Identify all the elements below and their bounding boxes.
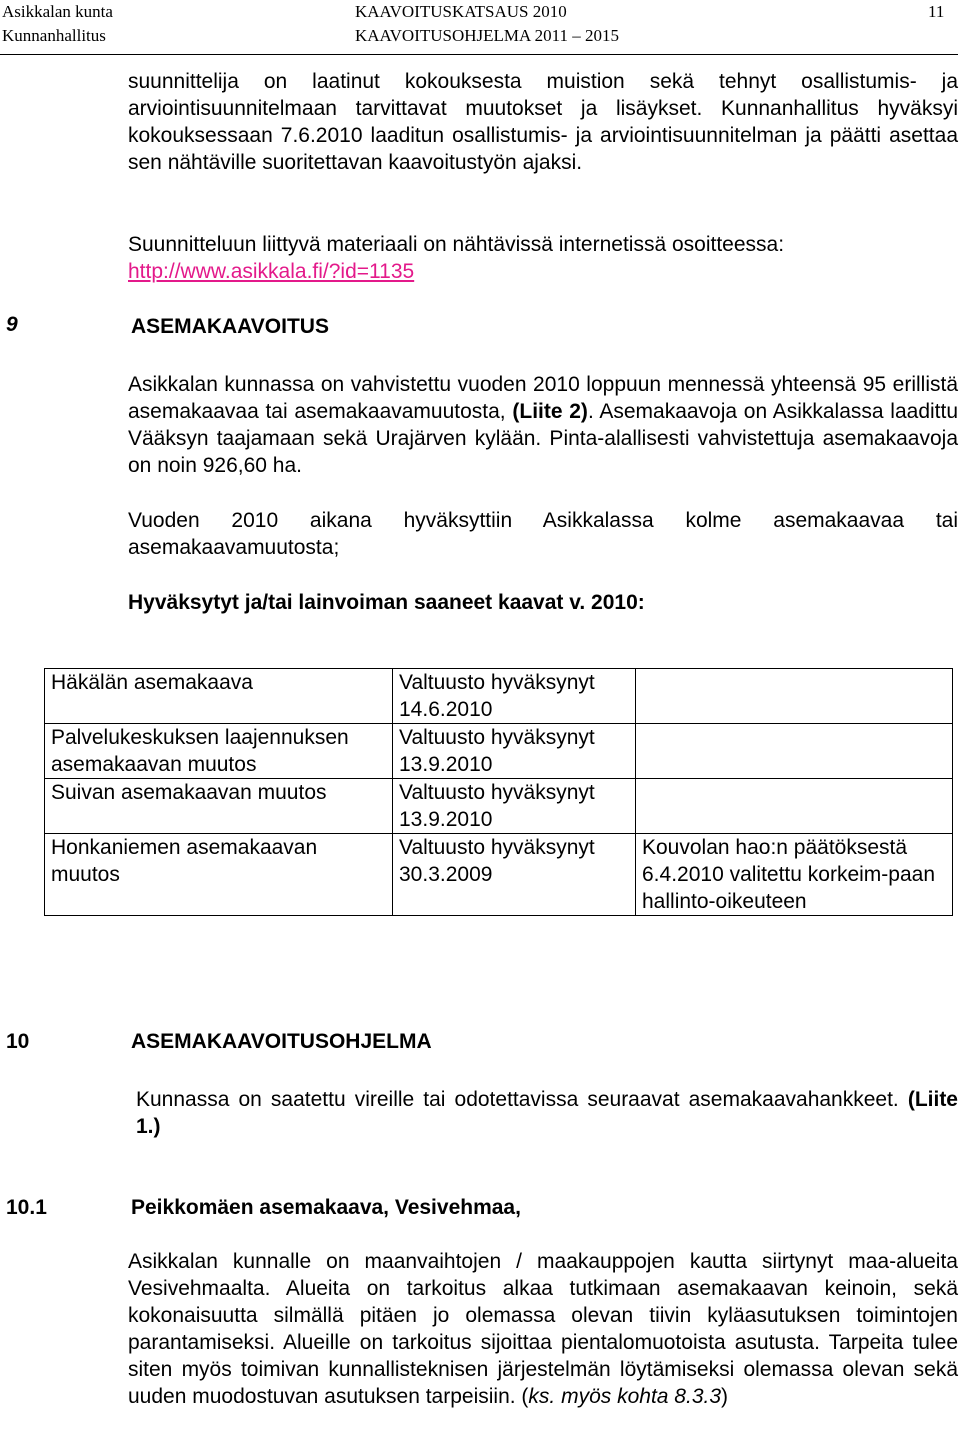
section-10-1-number: 10.1 (6, 1196, 47, 1219)
material-text: Suunnitteluun liittyvä materiaali on nähtävissä internetissä osoitteessa: (128, 233, 785, 256)
approved-plans-table (44, 668, 953, 916)
section-9-title: ASEMAKAAVOITUS (131, 315, 329, 338)
table-row (45, 834, 953, 916)
section-10-1-title: Peikkomäen asemakaava, Vesivehmaa, (131, 1196, 521, 1219)
plan-status: Valtuusto hyväksynyt 13.9.2010 (393, 724, 636, 779)
page-number: 11 (928, 2, 945, 21)
section-10-title: ASEMAKAAVOITUSOHJELMA (131, 1030, 432, 1053)
header-divider (0, 54, 958, 55)
plan-name: Palvelukeskuksen laajennuksen asemakaavan muutos (45, 724, 393, 779)
header-title (355, 0, 619, 48)
plan-status: Valtuusto hyväksynyt 13.9.2010 (393, 779, 636, 834)
plan-status: Valtuusto hyväksynyt 30.3.2009 (393, 834, 636, 916)
approved-plans-heading: Hyväksytyt ja/tai lainvoiman saaneet kaavat v. 2010: (128, 591, 645, 614)
section-9-paragraph-1: Asikkalan kunnassa on vahvistettu vuoden 2010 loppuun mennessä yhteensä 95 erillistä asemakaavaa tai asemakaavamuutosta, (Liite 2). Asemakaavoja on Asikkalassa laadittu Vääksyn taajamaan sekä Urajärven kylään. Pinta-alallisesti vahvistettuja asemakaavoja on noin 926,60 ha. (128, 373, 959, 477)
section-9-number: 9 (6, 313, 18, 336)
plan-name: Honkaniemen asemakaavan muutos (45, 834, 393, 916)
material-link-line (128, 258, 414, 285)
table-row (45, 779, 953, 834)
plan-note (636, 669, 953, 724)
table-row (45, 724, 953, 779)
plan-name: Suivan asemakaavan muutos (45, 779, 393, 834)
table-row (45, 669, 953, 724)
header-org (2, 0, 113, 48)
see-also-ref: ks. myös kohta 8.3.3 (528, 1385, 722, 1408)
section-10-number: 10 (6, 1030, 30, 1053)
plan-name: Häkälän asemakaava (45, 669, 393, 724)
header-board: Kunnanhallitus (2, 26, 106, 45)
section-10-1-paragraph: Asikkalan kunnalle on maanvaihtojen / maakauppojen kautta siirtynyt maa-alueita Vesivehmaalta. Alueita on tarkoitus alkaa tutkimaan asemakaavan keinoin, sekä kokonaisuutta silmällä pitäen jo olemassa olevan tiivin kyläasutuksen toimintojen parantamiseksi. Alueille on tarkoitus sijoittaa pientalomuotoista asutusta. Tarpeita tulee siten myös toimivan kunnallisteknisen järjestelmän löytämiseksi olemassa olevan sekä uuden muodostuvan asutuksen tarpeisiin. (ks. myös kohta 8.3.3) (128, 1250, 958, 1408)
intro-paragraph: suunnittelija on laatinut kokouksesta muistion sekä tehnyt osallistumis- ja arviointisuunnitelmaan tarvittavat muutokset ja lisäykset. Kunnanhallitus hyväksyi kokouksessaan 7.6.2010 laaditun osallistumis- ja arviointisuunnitelman ja päätti asettaa sen nähtäville suoritettavan kaavoitustyön ajaksi. (128, 70, 958, 174)
plan-status: Valtuusto hyväksynyt 14.6.2010 (393, 669, 636, 724)
section-9-paragraph-2: Vuoden 2010 aikana hyväksyttiin Asikkalassa kolme asemakaavaa tai asemakaavamuutosta; (128, 509, 958, 559)
material-link[interactable]: http://www.asikkala.fi/?id=1135 (128, 260, 415, 283)
header-title-line1: KAAVOITUSKATSAUS 2010 (355, 2, 567, 21)
header-municipality: Asikkalan kunta (2, 2, 113, 21)
plan-note (636, 779, 953, 834)
attachment-1-ref: (Liite 1.) (136, 1088, 958, 1138)
attachment-2-ref: (Liite 2) (512, 400, 588, 423)
plan-note (636, 724, 953, 779)
section-10-paragraph: Kunnassa on saatettu vireille tai odotettavissa seuraavat asemakaavahankkeet. (Liite 1.) (136, 1088, 958, 1138)
plan-note: Kouvolan hao:n päätöksestä 6.4.2010 valitettu korkeim-paan hallinto-oikeuteen (636, 834, 953, 916)
header-title-line2: KAAVOITUSOHJELMA 2011 – 2015 (355, 26, 619, 45)
